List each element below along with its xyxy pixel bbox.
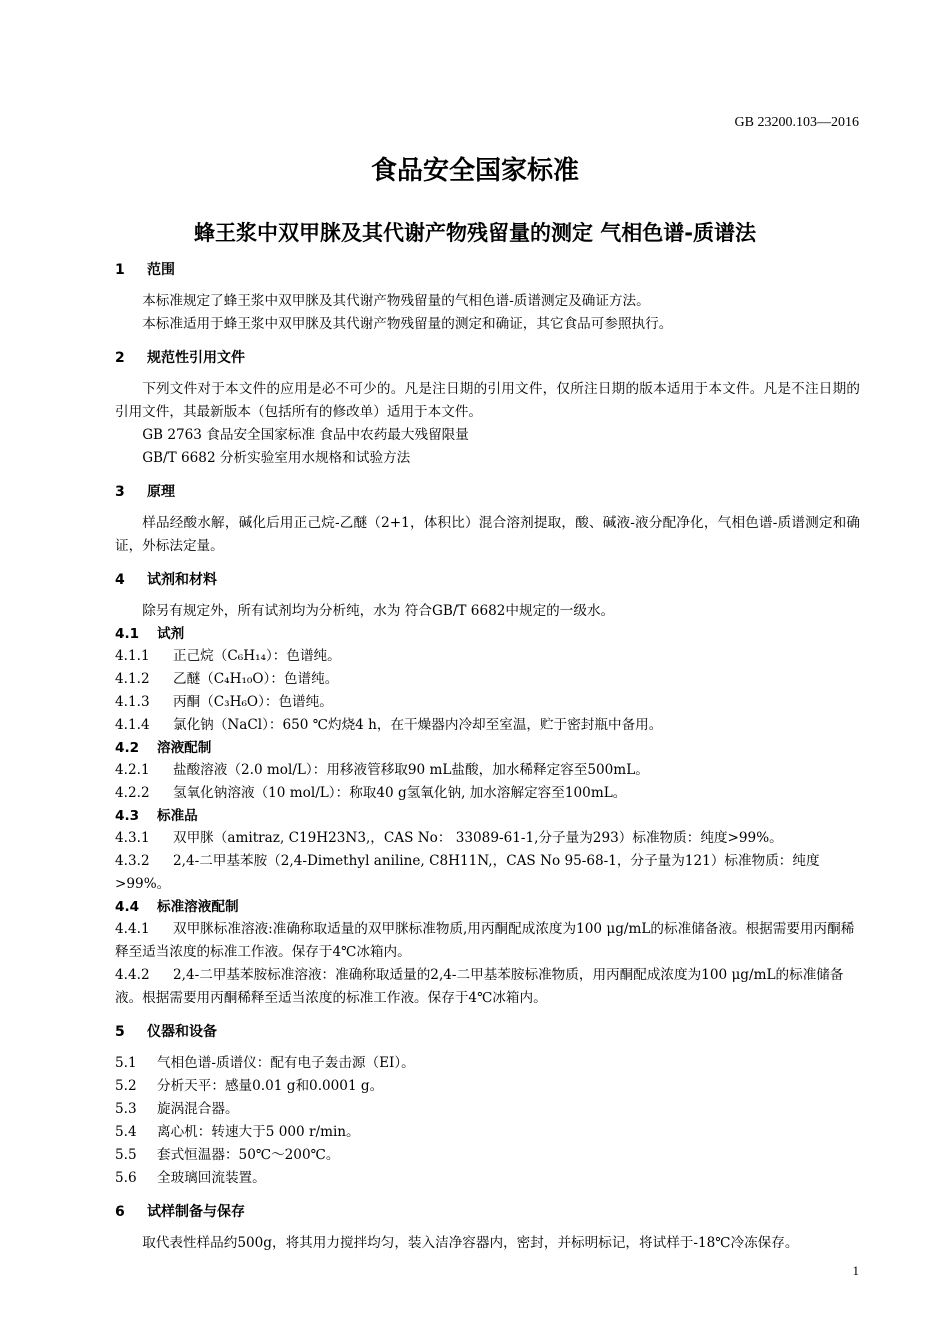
list-item [115, 668, 860, 691]
paragraph: 除另有规定外，所有试剂均为分析纯，水为 符合GB/T 6682中规定的一级水。 [142, 603, 615, 619]
item-number: 4.3.2 [115, 853, 150, 869]
section-heading [115, 568, 860, 592]
list-item [115, 850, 860, 896]
item-text: 双甲脒标准溶液:准确称取适量的双甲脒标准物质,用丙酮配成浓度为100 μg/mL的标准储备液。根据需要用丙酮稀释至适当浓度的标准工作液。保存于4℃冰箱内。 [115, 921, 855, 960]
item-text: 2,4-二甲基苯胺（2,4-Dimethyl aniline, C8H11N,，CAS No 95-68-1，分子量为121）标准物质：纯度>99%。 [115, 853, 820, 892]
section-heading [115, 480, 860, 504]
subsection-number: 4.3 [115, 808, 140, 824]
paragraph: 本标准适用于蜂王浆中双甲脒及其代谢产物残留量的测定和确证，其它食品可参照执行。 [142, 316, 673, 332]
section-number: 5 [115, 1024, 125, 1040]
item-text: 双甲脒（amitraz, C19H23N3,，CAS No： 33089-61-1,分子量为293）标准物质：纯度>99%。 [173, 830, 783, 846]
section-heading [115, 258, 860, 282]
section-number: 4 [115, 572, 125, 588]
section-number: 6 [115, 1204, 125, 1220]
item-text: 丙酮（C₃H₆O）：色谱纯。 [173, 694, 333, 710]
item-text: 全玻璃回流装置。 [157, 1170, 266, 1186]
subsection-number: 4.1 [115, 626, 140, 642]
item-number: 5.5 [115, 1147, 137, 1163]
subsection-heading [115, 737, 860, 759]
list-item [115, 918, 860, 964]
item-number: 5.2 [115, 1078, 137, 1094]
item-number: 5.3 [115, 1101, 137, 1117]
item-number: 4.4.1 [115, 921, 150, 937]
page-number: 1 [852, 1263, 859, 1278]
item-text: 气相色谱-质谱仪：配有电子轰击源（EI）。 [157, 1055, 415, 1071]
section-heading [115, 1200, 860, 1224]
item-number: 4.2.2 [115, 785, 150, 801]
item-number: 5.1 [115, 1055, 137, 1071]
item-number: 4.3.1 [115, 830, 150, 846]
section-title: 仪器和设备 [147, 1024, 217, 1040]
item-number: 4.1.3 [115, 694, 150, 710]
list-item [115, 759, 860, 782]
paragraph: 下列文件对于本文件的应用是必不可少的。凡是注日期的引用文件，仅所注日期的版本适用于本文件。凡是不注日期的引用文件，其最新版本（包括所有的修改单）适用于本文件。 [115, 381, 860, 420]
item-text: 氯化钠（NaCl）：650 ℃灼烧4 h，在干燥器内冷却至室温，贮于密封瓶中备用。 [173, 717, 663, 733]
reference-item: GB/T 6682 分析实验室用水规格和试验方法 [142, 450, 411, 466]
item-text: 离心机：转速大于5 000 r/min。 [157, 1124, 360, 1140]
item-text: 2,4-二甲基苯胺标准溶液：准确称取适量的2,4-二甲基苯胺标准物质，用丙酮配成浓度为100 μg/mL的标准储备液。根据需要用丙酮稀释至适当浓度的标准工作液。保存于4℃冰箱内。 [115, 967, 844, 1006]
section-title: 原理 [147, 484, 175, 500]
section-number: 3 [115, 484, 125, 500]
item-number: 4.1.4 [115, 717, 150, 733]
section-number: 1 [115, 262, 125, 278]
item-text: 盐酸溶液（2.0 mol/L）：用移液管移取90 mL盐酸，加水稀释定容至500mL。 [173, 762, 649, 778]
item-number: 4.4.2 [115, 967, 150, 983]
reference-item: GB 2763 食品安全国家标准 食品中农药最大残留限量 [142, 427, 469, 443]
item-number: 5.4 [115, 1124, 137, 1140]
list-item [115, 964, 860, 1010]
item-text: 氢氧化钠溶液（10 mol/L）：称取40 g氢氧化钠, 加水溶解定容至100mL。 [173, 785, 627, 801]
subsection-title: 溶液配制 [157, 740, 212, 756]
list-item [115, 645, 860, 668]
subsection-title: 标准品 [157, 808, 198, 824]
section-heading [115, 1020, 860, 1044]
item-text: 旋涡混合器。 [157, 1101, 239, 1117]
section-number: 2 [115, 350, 125, 366]
standard-code: GB 23200.103—2016 [734, 115, 859, 130]
document-title: 食品安全国家标准 [370, 156, 579, 186]
section-title: 规范性引用文件 [147, 350, 245, 366]
list-item [115, 714, 860, 737]
document-body [115, 258, 860, 1255]
list-item [115, 827, 860, 850]
item-text: 正己烷（C₆H₁₄）：色谱纯。 [173, 648, 341, 664]
section-heading [115, 346, 860, 370]
subsection-heading [115, 805, 860, 827]
item-number: 4.1.1 [115, 648, 150, 664]
item-number: 4.1.2 [115, 671, 150, 687]
subsection-number: 4.2 [115, 740, 140, 756]
list-item [115, 691, 860, 714]
paragraph: 本标准规定了蜂王浆中双甲脒及其代谢产物残留量的气相色谱-质谱测定及确证方法。 [142, 293, 650, 309]
paragraph: 样品经酸水解，碱化后用正己烷-乙醚（2+1，体积比）混合溶剂提取，酸、碱液-液分配净化，气相色谱-质谱测定和确证，外标法定量。 [115, 515, 860, 554]
item-text: 乙醚（C₄H₁₀O）：色谱纯。 [173, 671, 339, 687]
list-item [115, 782, 860, 805]
item-text: 分析天平：感量0.01 g和0.0001 g。 [157, 1078, 384, 1094]
list-item [115, 1167, 860, 1190]
list-item [115, 1052, 860, 1075]
section-title: 范围 [147, 262, 175, 278]
subsection-heading [115, 623, 860, 645]
item-text: 套式恒温器：50℃～200℃。 [157, 1147, 340, 1163]
subsection-heading [115, 896, 860, 918]
list-item [115, 1098, 860, 1121]
document-subtitle: 蜂王浆中双甲脒及其代谢产物残留量的测定 气相色谱-质谱法 [193, 221, 757, 245]
section-title: 试样制备与保存 [147, 1204, 245, 1220]
list-item [115, 1075, 860, 1098]
subsection-number: 4.4 [115, 899, 140, 915]
subsection-title: 试剂 [157, 626, 185, 642]
section-title: 试剂和材料 [147, 572, 217, 588]
subsection-title: 标准溶液配制 [157, 899, 239, 915]
list-item [115, 1144, 860, 1167]
item-number: 5.6 [115, 1170, 137, 1186]
item-number: 4.2.1 [115, 762, 150, 778]
list-item [115, 1121, 860, 1144]
paragraph: 取代表性样品约500g，将其用力搅拌均匀，装入洁净容器内，密封，并标明标记，将试样于-18℃冷冻保存。 [142, 1235, 799, 1251]
